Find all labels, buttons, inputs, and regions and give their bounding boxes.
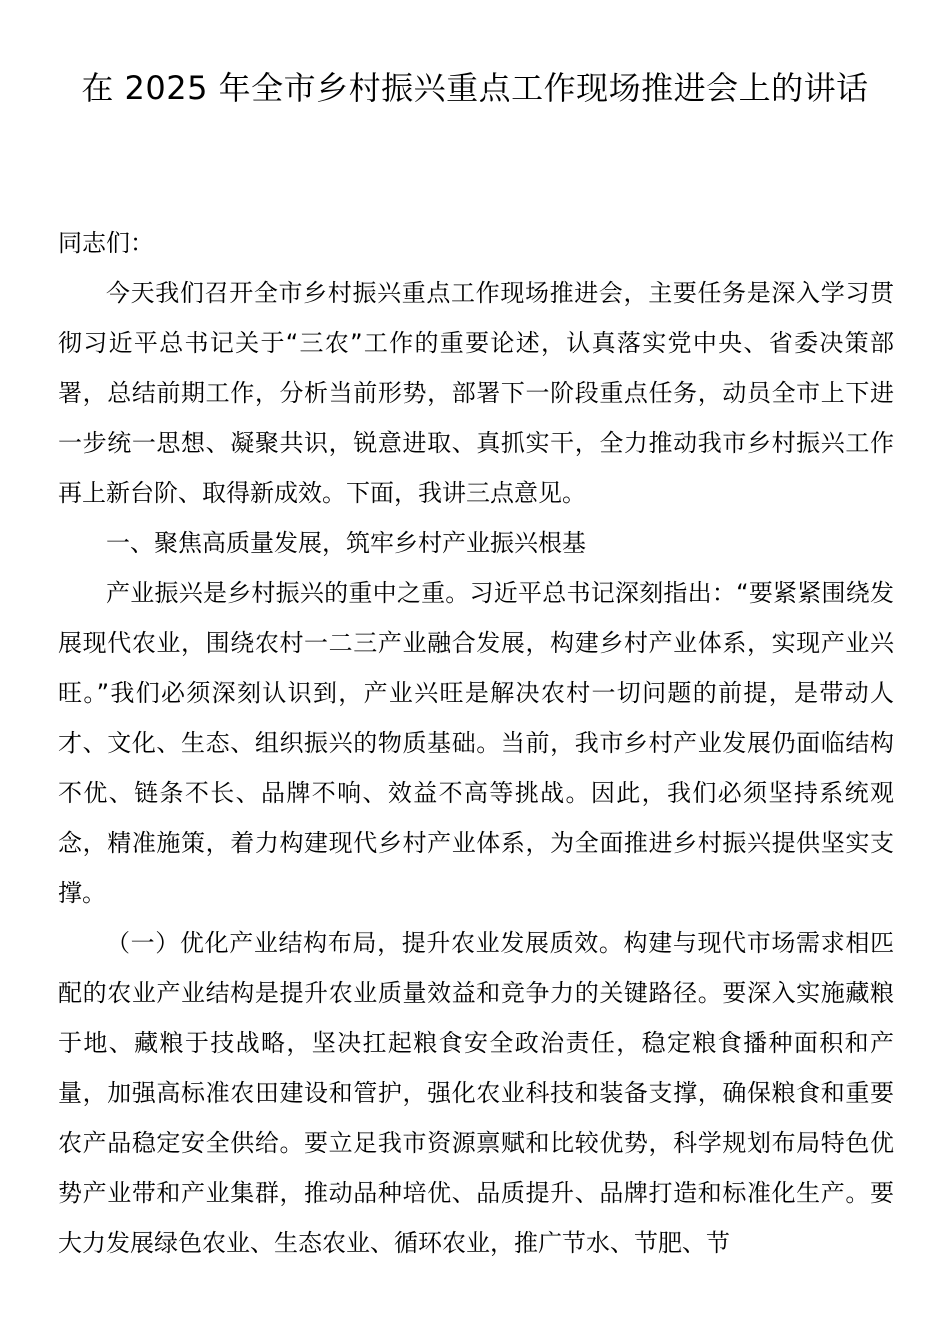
salutation: 同志们： <box>58 229 154 257</box>
paragraph-structure: （一）优化产业结构布局，提升农业发展质效。构建与现代市场需求相匹配的农业产业结构是提升农业质量效益和竞争力的关键路径。要深入实施藏粮于地、藏粮于技战略，坚决扛起粮食安全政治责任，稳定粮食播种面积和产量，加强高标准农田建设和管护，强化农业科技和装备支撑，确保粮食和重要农产品稳定安全供给。要立足我市资源禀赋和比较优势，科学规划布局特色优势产业带和产业集群，推动品种培优、品质提升、品牌打造和标准化生产。要大力发展绿色农业、生态农业、循环农业，推广节水、节肥、节 <box>58 929 894 1257</box>
document-title: 在 2025 年全市乡村振兴重点工作现场推进会上的讲话 <box>81 69 869 107</box>
paragraph-industry: 产业振兴是乡村振兴的重中之重。习近平总书记深刻指出：“要紧紧围绕发展现代农业，围绕农村一二三产业融合发展，构建乡村产业体系，实现产业兴旺。”我们必须深刻认识到，产业兴旺是解决农村一切问题的前提，是带动人才、文化、生态、组织振兴的物质基础。当前，我市乡村产业发展仍面临结构不优、链条不长、品牌不响、效益不高等挑战。因此，我们必须坚持系统观念，精准施策，着力构建现代乡村产业体系，为全面推进乡村振兴提供坚实支撑。 <box>58 579 894 907</box>
section-heading-1: 一、聚焦高质量发展，筑牢乡村产业振兴根基 <box>106 529 586 557</box>
paragraph-intro: 今天我们召开全市乡村振兴重点工作现场推进会，主要任务是深入学习贯彻习近平总书记关于“三农”工作的重要论述，认真落实党中央、省委决策部署，总结前期工作，分析当前形势，部署下一阶段重点任务，动员全市上下进一步统一思想、凝聚共识，锐意进取、真抓实干，全力推动我市乡村振兴工作再上新台阶、取得新成效。下面，我讲三点意见。 <box>58 279 894 507</box>
document-body <box>58 218 894 1268</box>
